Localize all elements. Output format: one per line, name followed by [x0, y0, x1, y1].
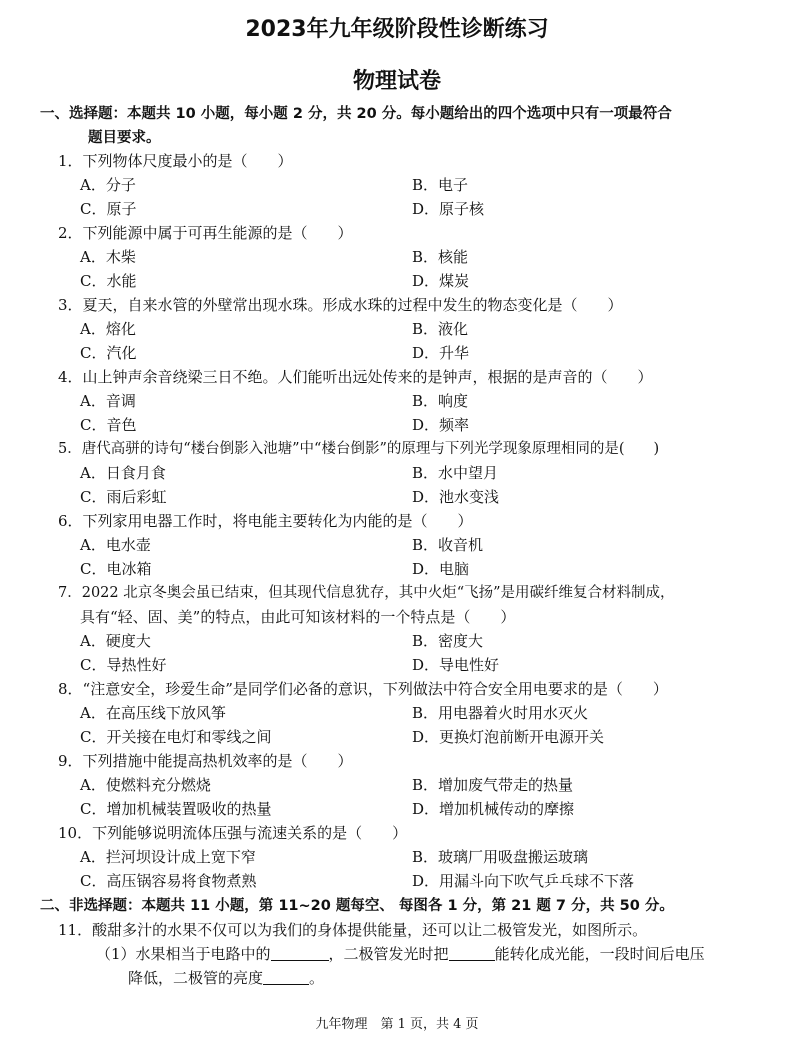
question-4-option-b: B．响度: [412, 392, 469, 410]
question-11-part-1-text-c: 能转化成光能，一段时间后电压: [494, 945, 705, 963]
question-6-option-c: C．电冰箱: [80, 560, 152, 578]
question-5-option-b: B．水中望月: [412, 464, 499, 482]
question-4-stem: 4．山上钟声余音绕梁三日不绝。人们能听出远处传来的是钟声，根据的是声音的（ ）: [58, 368, 653, 386]
question-2-option-b: B．核能: [412, 248, 469, 266]
question-3-option-a: A．熔化: [80, 320, 136, 338]
question-7-stem: 7．2022 北京冬奥会虽已结束，但其现代信息犹存，其中火炬“飞扬”是用碳纤维复合材料制成，: [58, 585, 675, 601]
answer-blank[interactable]: [271, 944, 329, 961]
question-5-option-c: C．雨后彩虹: [80, 488, 167, 506]
question-1-option-d: D．原子核: [412, 200, 485, 218]
question-3-stem: 3．夏天，自来水管的外壁常出现水珠。形成水珠的过程中发生的物态变化是（ ）: [58, 296, 623, 314]
question-5-option-a: A．日食月食: [80, 464, 166, 482]
section1-heading: 一、选择题：本题共 10 小题，每小题 2 分，共 20 分。每小题给出的四个选项中只有一项最符合: [40, 106, 672, 122]
section2-heading: 二、非选择题：本题共 11 小题，第 11~20 题每空、 每图各 1 分，第 21 题 7 分，共 50 分。: [40, 898, 674, 914]
question-10-stem: 10．下列能够说明流体压强与流速关系的是（ ）: [58, 824, 408, 842]
question-7-option-a: A．硬度大: [80, 632, 151, 650]
question-2-option-c: C．水能: [80, 272, 137, 290]
question-9-option-c: C．增加机械装置吸收的热量: [80, 800, 272, 818]
question-11-part-1-text-a: （1）水果相当于电路中的: [96, 945, 271, 963]
question-8-option-d: D．更换灯泡前断开电源开关: [412, 728, 605, 746]
question-10-option-a: A．拦河坝设计成上宽下窄: [80, 848, 256, 866]
question-10-option-b: B．玻璃厂用吸盘搬运玻璃: [412, 848, 589, 866]
question-1-option-a: A．分子: [80, 176, 136, 194]
question-1-option-c: C．原子: [80, 200, 137, 218]
question-6-option-d: D．电脑: [412, 560, 470, 578]
question-11-part-1: [96, 943, 705, 965]
question-5-stem: 5．唐代高骈的诗句“楼台倒影入池塘”中“楼台倒影”的原理与下列光学现象原理相同的是( ): [58, 441, 660, 457]
question-6-option-b: B．收音机: [412, 536, 484, 554]
question-4-option-a: A．音调: [80, 392, 136, 410]
question-7-option-d: D．导电性好: [412, 656, 500, 674]
question-9-option-a: A．使燃料充分燃烧: [80, 776, 211, 794]
question-7-option-c: C．导热性好: [80, 656, 167, 674]
question-9-option-b: B．增加废气带走的热量: [412, 776, 574, 794]
question-10-option-c: C．高压锅容易将食物煮熟: [80, 872, 257, 890]
question-11-part-1-cont-text: 降低，二极管的亮度: [128, 969, 264, 987]
question-8-option-c: C．开关接在电灯和零线之间: [80, 728, 272, 746]
question-2-option-d: D．煤炭: [412, 272, 470, 290]
question-9-stem: 9．下列措施中能提高热机效率的是（ ）: [58, 752, 353, 770]
page-footer: 九年物理 第 1 页，共 4 页: [315, 1017, 479, 1032]
question-2-option-a: A．木柴: [80, 248, 136, 266]
question-3-option-d: D．升华: [412, 344, 470, 362]
question-2-stem: 2．下列能源中属于可再生能源的是（ ）: [58, 224, 353, 242]
question-11-part-1-cont: [128, 967, 324, 989]
answer-blank[interactable]: [263, 968, 309, 985]
answer-blank[interactable]: [449, 944, 495, 961]
question-1-option-b: B．电子: [412, 176, 469, 194]
question-7-option-b: B．密度大: [412, 632, 484, 650]
exam-subtitle: 物理试卷: [352, 69, 441, 94]
question-8-option-b: B．用电器着火时用水灭火: [412, 704, 589, 722]
question-5-option-d: D．池水变浅: [412, 488, 500, 506]
question-8-option-a: A．在高压线下放风筝: [80, 704, 226, 722]
question-11-stem: 11．酸甜多汁的水果不仅可以为我们的身体提供能量，还可以让二极管发光，如图所示。: [58, 921, 648, 939]
question-4-option-c: C．音色: [80, 416, 137, 434]
question-11-part-1-cont-end: 。: [309, 969, 325, 987]
question-10-option-d: D．用漏斗向下吹气乒乓球不下落: [412, 872, 635, 890]
exam-title: 2023年九年级阶段性诊断练习: [245, 17, 549, 42]
question-6-option-a: A．电水壶: [80, 536, 151, 554]
question-8-stem: 8．“注意安全，珍爱生命”是同学们必备的意识，下列做法中符合安全用电要求的是（ ）: [58, 680, 668, 698]
question-3-option-c: C．汽化: [80, 344, 137, 362]
question-6-stem: 6．下列家用电器工作时，将电能主要转化为内能的是（ ）: [58, 512, 473, 530]
question-3-option-b: B．液化: [412, 320, 469, 338]
question-7-stem-cont: 具有“轻、固、美”的特点，由此可知该材料的一个特点是（ ）: [80, 608, 516, 626]
question-4-option-d: D．频率: [412, 416, 470, 434]
question-9-option-d: D．增加机械传动的摩擦: [412, 800, 575, 818]
question-11-part-1-text-b: ，二极管发光时把: [328, 945, 449, 963]
section1-heading-cont: 题目要求。: [88, 130, 161, 146]
question-1-stem: 1．下列物体尺度最小的是（ ）: [58, 152, 293, 170]
